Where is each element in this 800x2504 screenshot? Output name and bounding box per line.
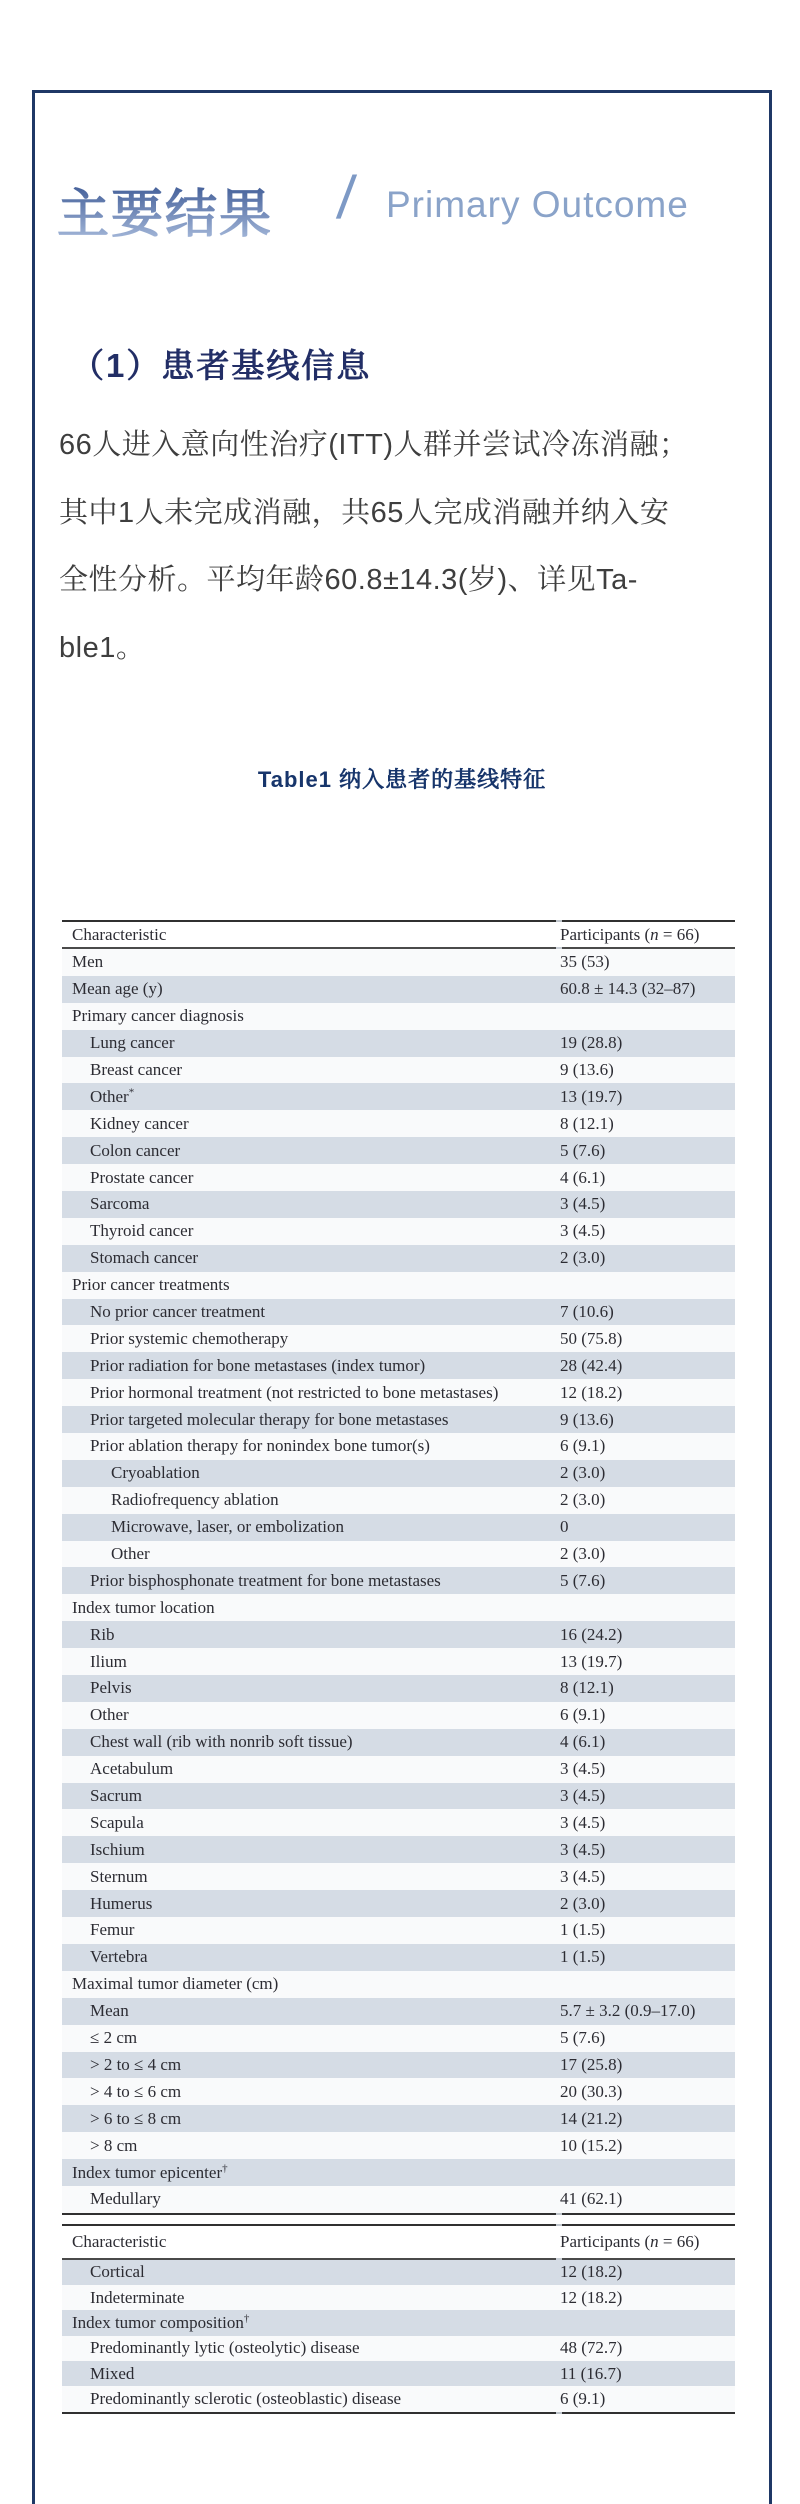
table-row <box>62 2159 735 2186</box>
row-label: Prostate cancer <box>90 1167 194 1187</box>
row-value: 5 (7.6) <box>560 1570 606 1590</box>
table-row <box>62 1003 735 1030</box>
table-row <box>62 2361 735 2386</box>
header-characteristic: Characteristic <box>72 924 167 944</box>
row-label: Predominantly sclerotic (osteoblastic) disease <box>90 2388 402 2408</box>
table-row <box>62 1836 735 1863</box>
paragraph-line: ble1。 <box>59 631 146 664</box>
row-value: 3 (4.5) <box>560 1786 606 1806</box>
header-participants: Participants (n = 66) <box>560 2232 700 2252</box>
paragraph-line: 全性分析。平均年龄60.8±14.3(岁)、详见Ta- <box>59 564 638 596</box>
section-break-gap <box>62 2215 735 2224</box>
table-row <box>62 1729 735 1756</box>
table-row <box>62 1379 735 1406</box>
table-row <box>62 2078 735 2105</box>
row-label: Index tumor location <box>72 1597 215 1617</box>
table-row <box>62 1998 735 2025</box>
table-row <box>62 1890 735 1917</box>
row-value: 60.8 ± 14.3 (32–87) <box>560 979 696 999</box>
table-row <box>62 2260 735 2285</box>
row-value: 2 (3.0) <box>560 1893 606 1913</box>
table-row <box>62 2285 735 2310</box>
row-value: 13 (19.7) <box>560 1086 623 1106</box>
row-value: 5 (7.6) <box>560 2028 606 2048</box>
table-row <box>62 1863 735 1890</box>
row-label: Microwave, laser, or embolization <box>111 1517 344 1537</box>
row-label: Sacrum <box>90 1786 142 1806</box>
row-label: Vertebra <box>90 1947 148 1967</box>
row-label: Colon cancer <box>90 1140 181 1160</box>
table-row <box>62 1352 735 1379</box>
row-label: Prior targeted molecular therapy for bone metastases <box>90 1409 449 1429</box>
row-value: 1 (1.5) <box>560 1947 606 1967</box>
row-label: Medullary <box>90 2189 161 2209</box>
row-label: Rib <box>90 1624 115 1644</box>
table-row <box>62 1541 735 1568</box>
row-label: Indeterminate <box>90 2287 185 2307</box>
row-value: 4 (6.1) <box>560 1167 606 1187</box>
table-row <box>62 1433 735 1460</box>
row-label: Acetabulum <box>90 1759 174 1779</box>
page-title-zh: 主要结果 <box>57 172 273 247</box>
table-row <box>62 1406 735 1433</box>
row-value: 7 (10.6) <box>560 1302 614 1321</box>
row-label: Mean age (y) <box>72 979 163 999</box>
table-title: Table1 纳入患者的基线特征 <box>257 767 547 792</box>
row-label: > 8 cm <box>90 2135 138 2155</box>
table-row <box>62 2386 735 2411</box>
table-row <box>62 1917 735 1944</box>
table-row <box>62 1783 735 1810</box>
table-row <box>62 1487 735 1514</box>
paragraph-line: 其中1人未完成消融，共65人完成消融并纳入安 <box>59 496 670 529</box>
row-label: Index tumor epicenter† <box>72 2161 228 2182</box>
table-row <box>62 1514 735 1541</box>
row-label: Predominantly lytic (osteolytic) disease <box>90 2338 360 2358</box>
table-row <box>62 1083 735 1110</box>
paragraph-line: 66人进入意向性治疗(ITT)人群并尝试冷冻消融； <box>59 429 689 461</box>
row-value: 4 (6.1) <box>560 1732 606 1752</box>
header-participants: Participants (n = 66) <box>560 924 700 944</box>
row-value: 6 (9.1) <box>560 1436 606 1456</box>
table-row <box>62 2052 735 2079</box>
table-row <box>62 1621 735 1648</box>
row-label: Prior ablation therapy for nonindex bone tumor(s) <box>90 1436 430 1456</box>
table-row <box>62 1272 735 1299</box>
row-label: ≤ 2 cm <box>90 2028 138 2048</box>
table-row <box>62 1648 735 1675</box>
table-row <box>62 1057 735 1084</box>
row-label: Lung cancer <box>90 1033 175 1053</box>
table-row <box>62 976 735 1003</box>
row-label: Prior hormonal treatment (not restricted to bone metastases) <box>90 1382 499 1402</box>
row-label: Prior systemic chemotherapy <box>90 1328 289 1348</box>
row-value: 16 (24.2) <box>560 1624 623 1644</box>
table-row <box>62 1299 735 1326</box>
table-bottom-rule <box>62 2412 735 2414</box>
row-value: 2 (3.0) <box>560 1463 606 1483</box>
header-characteristic: Characteristic <box>72 2232 167 2252</box>
title-slash-divider: / <box>334 164 359 231</box>
row-value: 17 (25.8) <box>560 2054 623 2074</box>
table-row <box>62 1460 735 1487</box>
table-row <box>62 2025 735 2052</box>
row-value: 8 (12.1) <box>560 1678 614 1698</box>
row-label: Other <box>111 1544 150 1564</box>
row-value: 5 (7.6) <box>560 1140 606 1160</box>
row-label: Scapula <box>90 1812 144 1832</box>
row-value: 9 (13.6) <box>560 1409 614 1429</box>
row-label: Femur <box>90 1920 135 1940</box>
row-label: > 4 to ≤ 6 cm <box>90 2081 182 2101</box>
row-label: Humerus <box>90 1893 153 1913</box>
row-label: No prior cancer treatment <box>90 1302 266 1321</box>
table-row <box>62 2132 735 2159</box>
row-label: Index tumor composition† <box>72 2312 250 2332</box>
row-value: 35 (53) <box>560 952 610 972</box>
table-row <box>62 949 735 976</box>
row-value: 0 <box>560 1517 569 1537</box>
row-value: 3 (4.5) <box>560 1839 606 1859</box>
row-label: Pelvis <box>90 1678 132 1698</box>
row-label: Prior bisphosphonate treatment for bone metastases <box>90 1570 441 1590</box>
row-label: Ischium <box>90 1839 145 1859</box>
table-row <box>62 1675 735 1702</box>
row-label: Cryoablation <box>111 1463 200 1483</box>
table-row <box>62 1594 735 1621</box>
row-label: Men <box>72 952 104 972</box>
row-value: 14 (21.2) <box>560 2108 623 2128</box>
row-value: 3 (4.5) <box>560 1866 606 1886</box>
row-label: Cortical <box>90 2262 145 2282</box>
table-row <box>62 2336 735 2361</box>
row-value: 5.7 ± 3.2 (0.9–17.0) <box>560 2001 696 2021</box>
table-row <box>62 1809 735 1836</box>
table-row <box>62 1137 735 1164</box>
table-row <box>62 1971 735 1998</box>
row-value: 3 (4.5) <box>560 1812 606 1832</box>
row-label: Kidney cancer <box>90 1113 189 1133</box>
row-label: Chest wall (rib with nonrib soft tissue) <box>90 1732 353 1752</box>
row-value: 13 (19.7) <box>560 1651 623 1671</box>
row-value: 48 (72.7) <box>560 2338 623 2358</box>
row-label: Sternum <box>90 1866 148 1886</box>
row-value: 2 (3.0) <box>560 1490 606 1510</box>
table-row <box>62 1325 735 1352</box>
row-value: 8 (12.1) <box>560 1113 614 1133</box>
row-label: Mixed <box>90 2363 135 2383</box>
row-value: 3 (4.5) <box>560 1221 606 1241</box>
row-label: Prior radiation for bone metastases (index tumor) <box>90 1355 426 1375</box>
row-label: Breast cancer <box>90 1059 183 1079</box>
row-label: Mean <box>90 2001 129 2021</box>
table-row <box>62 1245 735 1272</box>
row-value: 10 (15.2) <box>560 2135 623 2155</box>
row-value: 3 (4.5) <box>560 1194 606 1214</box>
row-value: 2 (3.0) <box>560 1248 606 1268</box>
table-row <box>62 1164 735 1191</box>
row-value: 1 (1.5) <box>560 1920 606 1940</box>
row-label: Sarcoma <box>90 1194 150 1214</box>
table-header-row <box>62 922 735 947</box>
table-row <box>62 1218 735 1245</box>
row-value: 19 (28.8) <box>560 1033 623 1053</box>
row-label: Prior cancer treatments <box>72 1275 230 1295</box>
baseline-characteristics-table <box>62 920 735 2414</box>
row-value: 41 (62.1) <box>560 2189 623 2209</box>
row-value: 20 (30.3) <box>560 2081 623 2101</box>
table-body-section-1 <box>62 949 735 2213</box>
row-value: 50 (75.8) <box>560 1328 623 1348</box>
section-heading: （1）患者基线信息 <box>71 347 372 384</box>
table-row <box>62 1110 735 1137</box>
row-label: > 2 to ≤ 4 cm <box>90 2054 182 2074</box>
page-title-en: Primary Outcome <box>386 184 689 225</box>
row-value: 2 (3.0) <box>560 1544 606 1564</box>
row-value: 9 (13.6) <box>560 1059 614 1079</box>
table-row <box>62 2105 735 2132</box>
table-header-row-repeat <box>62 2226 735 2258</box>
table-row <box>62 1756 735 1783</box>
table-row <box>62 1567 735 1594</box>
table-row <box>62 1702 735 1729</box>
row-value: 6 (9.1) <box>560 1705 606 1725</box>
row-value: 12 (18.2) <box>560 2287 623 2307</box>
row-value: 12 (18.2) <box>560 1382 623 1402</box>
row-value: 12 (18.2) <box>560 2262 623 2282</box>
row-label: Ilium <box>90 1651 127 1671</box>
table-row <box>62 1944 735 1971</box>
table-body-section-2 <box>62 2260 735 2412</box>
row-label: > 6 to ≤ 8 cm <box>90 2108 182 2128</box>
row-value: 6 (9.1) <box>560 2388 606 2408</box>
table-row <box>62 1191 735 1218</box>
row-label: Radiofrequency ablation <box>111 1490 279 1510</box>
row-label: Other* <box>90 1086 135 1106</box>
row-value: 28 (42.4) <box>560 1355 623 1375</box>
row-label: Maximal tumor diameter (cm) <box>72 1974 279 1994</box>
row-label: Stomach cancer <box>90 1248 199 1268</box>
row-label: Primary cancer diagnosis <box>72 1006 244 1026</box>
row-label: Thyroid cancer <box>90 1221 194 1241</box>
row-label: Other <box>90 1705 129 1725</box>
table-row <box>62 2310 735 2335</box>
table-row <box>62 1030 735 1057</box>
body-paragraph <box>59 412 735 682</box>
table-row <box>62 2186 735 2213</box>
row-value: 3 (4.5) <box>560 1759 606 1779</box>
row-value: 11 (16.7) <box>560 2363 622 2383</box>
